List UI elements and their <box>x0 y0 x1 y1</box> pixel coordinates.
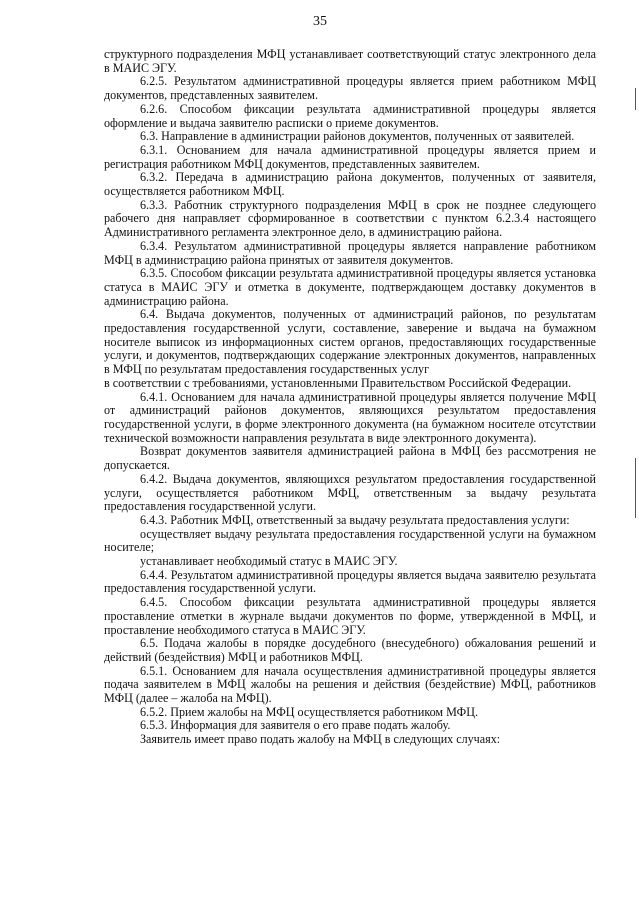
paragraph: 6.4.3. Работник МФЦ, ответственный за выдачу результата предоставления услуги: <box>140 512 570 527</box>
paragraph: 6.4.5. Способом фиксации результата административной процедуры является проставление отметки в журнале выдачи документов по форме, утвержденной в МФЦ, и проставление необходимого статуса в МАИС ЭГУ. <box>104 595 596 637</box>
paragraph: осуществляет выдачу результата предоставления государственной услуги на бумажном носителе; <box>104 526 596 555</box>
paragraph: структурного подразделения МФЦ устанавливает соответствующий статус электронного дела в МАИС ЭГУ. <box>104 47 596 75</box>
paragraph: Заявитель имеет право подать жалобу на МФЦ в следующих случаях: <box>140 732 501 747</box>
scan-edge-mark <box>635 458 636 518</box>
paragraph: 6.3.3. Работник структурного подразделения МФЦ в срок не позднее следующего рабочего дня направляет сформированное в соответствии с пунктом 6.2.3.4 настоящего Административного регламента электронное дело, в администрацию района. <box>104 197 596 240</box>
paragraph: 6.4.1. Основанием для начала административной процедуры является получение МФЦ от администраций районов документов, являющихся результатом предоставления государственной услуги, в форме электронного документа (на бумажном носителе отсутствии технической возможности направления результата в виде электронного документа). <box>104 389 596 445</box>
paragraph: 6.2.5. Результатом административной процедуры является прием работником МФЦ документов, представленных заявителем. <box>104 74 596 103</box>
paragraph: 6.3.1. Основанием для начала административной процедуры является прием и регистрация работником МФЦ документов, представленных заявителем. <box>104 142 596 171</box>
paragraph: 6.5.1. Основанием для начала осуществления административной процедуры является подача заявителем в МФЦ жалобы на решения и действия (бездействие) МФЦ, работников МФЦ (далее – жалоба на МФЦ). <box>104 663 596 706</box>
paragraph: 6.3. Направление в администрации районов документов, полученных от заявителей. <box>140 129 575 144</box>
paragraph: 6.3.4. Результатом административной процедуры является направление работником МФЦ в администрацию района принятых от заявителя документов. <box>104 238 596 267</box>
paragraph: 6.5.3. Информация для заявителя о его праве подать жалобу. <box>140 718 451 733</box>
paragraph: 6.4.4. Результатом административной процедуры является выдача заявителю результата предоставления государственной услуги. <box>104 567 596 596</box>
page-number: 35 <box>313 14 327 29</box>
scan-edge-mark <box>635 88 636 110</box>
paragraph: в соответствии с требованиями, установленными Правительством Российской Федерации. <box>104 375 572 390</box>
paragraph: 6.3.2. Передача в администрацию района документов, полученных от заявителя, осуществляется работником МФЦ. <box>104 170 596 199</box>
paragraph: 6.5. Подача жалобы в порядке досудебного (внесудебного) обжалования решений и действий (бездействия) МФЦ и работников МФЦ. <box>104 636 596 664</box>
paragraph: 6.5.2. Прием жалобы на МФЦ осуществляется работником МФЦ. <box>140 704 478 719</box>
paragraph: 6.4.2. Выдача документов, являющихся результатом предоставления государственной услуги, осуществляется работником МФЦ, ответственным за выдачу результата предоставления государственной услуги. <box>104 471 596 514</box>
paragraph: 6.3.5. Способом фиксации результата административной процедуры является установка статуса в МАИС ЭГУ и отметка в документе, подтверждающем доставку документов в администрацию района. <box>104 266 596 308</box>
paragraph: 6.4. Выдача документов, полученных от администраций районов, по результатам предоставления государственной услуги, составление, заверение и выдача на бумажном носителе выписок из информационных систем органов, предоставляющих государственные услуги, и документов, подтверждающих содержание электронных документов, направленных в МФЦ по результатам предоставления государственных услуг <box>104 307 596 377</box>
paragraph: Возврат документов заявителя администрацией района в МФЦ без рассмотрения не допускается. <box>104 444 596 473</box>
paragraph: устанавливает необходимый статус в МАИС ЭГУ. <box>140 554 398 569</box>
document-body <box>104 48 596 747</box>
paragraph: 6.2.6. Способом фиксации результата административной процедуры является оформление и выдача заявителю расписки о приеме документов. <box>104 101 596 130</box>
